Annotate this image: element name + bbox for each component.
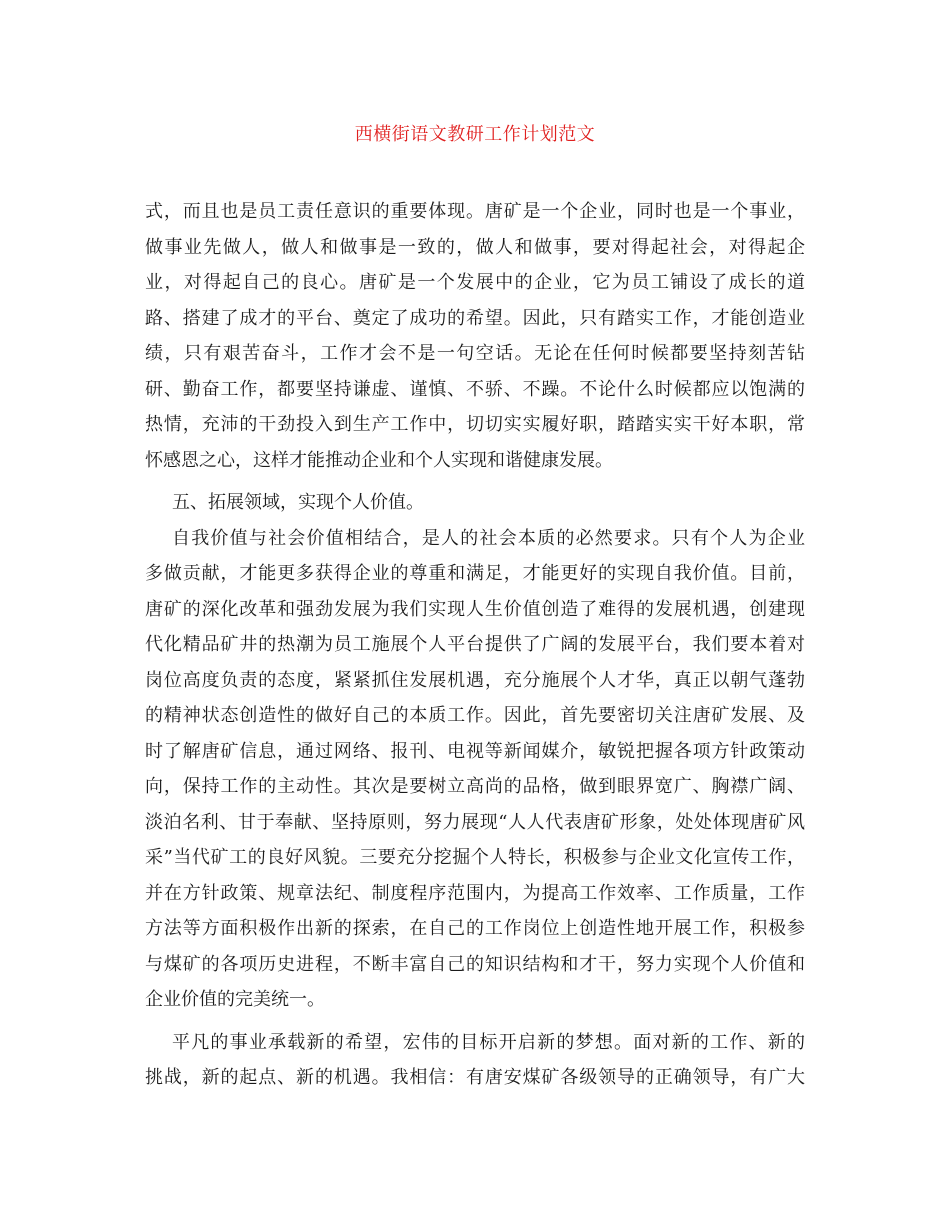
paragraph-line: 时了解唐矿信息，通过网络、报刊、电视等新闻媒介，敏锐把握各项方针政策动 — [145, 740, 805, 762]
paragraph-line: 采”当代矿工的良好风貌。三要充分挖掘个人特长，积极参与企业文化宣传工作， — [145, 847, 805, 868]
paragraph-line: 多做贡献，才能更多获得企业的尊重和满足，才能更好的实现自我价值。目前， — [145, 563, 805, 584]
paragraph-line: 平凡的事业承载新的希望，宏伟的目标开启新的梦想。面对新的工作、新的 — [172, 1031, 805, 1053]
paragraph-line: 怀感恩之心，这样才能推动企业和个人实现和谐健康发展。 — [145, 449, 613, 471]
paragraph-line: 式，而且也是员工责任意识的重要体现。唐矿是一个企业，同时也是一个事业， — [145, 201, 805, 222]
paragraph-2 — [145, 521, 805, 1018]
paragraph-line: 热情，充沛的干劲投入到生产工作中，切切实实履好职，踏踏实实干好本职，常 — [145, 414, 805, 435]
paragraph-line: 并在方针政策、规章法纪、制度程序范围内，为提高工作效率、工作质量，工作 — [145, 882, 805, 904]
paragraph-line: 研、勤奋工作，都要坚持谦虚、谨慎、不骄、不躁。不论什么时候都应以饱满的 — [145, 378, 805, 400]
paragraph-line: 岗位高度负责的态度，紧紧抓住发展机遇，充分施展个人才华，真正以朝气蓬勃 — [145, 669, 805, 691]
paragraph-line: 向，保持工作的主动性。其次是要树立高尚的品格，做到眼界宽广、胸襟广阔、 — [145, 776, 805, 797]
paragraph-line: 淡泊名利、甘于奉献、坚持原则，努力展现“人人代表唐矿形象，处处体现唐矿风 — [145, 811, 805, 833]
section-heading — [145, 485, 805, 521]
section-heading-text: 五、拓展领域，实现个人价值。 — [172, 492, 424, 513]
paragraph-line: 方法等方面积极作出新的探索，在自己的工作岗位上创造性地开展工作，积极参 — [145, 918, 805, 939]
paragraph-line: 的精神状态创造性的做好自己的本质工作。因此，首先要密切关注唐矿发展、及 — [145, 705, 805, 726]
paragraph-3 — [145, 1025, 805, 1096]
paragraph-line: 挑战，新的起点、新的机遇。我相信：有唐安煤矿各级领导的正确领导，有广大 — [145, 1067, 805, 1088]
paragraph-line: 绩，只有艰苦奋斗，工作才会不是一句空话。无论在任何时候都要坚持刻苦钻 — [145, 343, 805, 364]
paragraph-line: 做事业先做人，做人和做事是一致的，做人和做事，要对得起社会，对得起企 — [145, 236, 805, 258]
paragraph-line: 代化精品矿井的热潮为员工施展个人平台提供了广阔的发展平台，我们要本着对 — [145, 634, 805, 655]
paragraph-line: 与煤矿的各项历史进程，不断丰富自己的知识结构和才干，努力实现个人价值和 — [145, 953, 805, 975]
paragraph-1 — [145, 194, 805, 478]
paragraph-line: 路、搭建了成才的平台、奠定了成功的希望。因此，只有踏实工作，才能创造业 — [145, 307, 805, 329]
paragraph-line: 企业价值的完美统一。 — [145, 989, 325, 1010]
paragraph-line: 自我价值与社会价值相结合，是人的社会本质的必然要求。只有个人为企业 — [172, 527, 805, 549]
document-title: 西横街语文教研工作计划范文 — [354, 124, 596, 145]
paragraph-line: 唐矿的深化改革和强劲发展为我们实现人生价值创造了难得的发展机遇，创建现 — [145, 598, 805, 620]
paragraph-line: 业，对得起自己的良心。唐矿是一个发展中的企业，它为员工铺设了成长的道 — [145, 272, 805, 293]
document-body — [145, 194, 805, 1096]
